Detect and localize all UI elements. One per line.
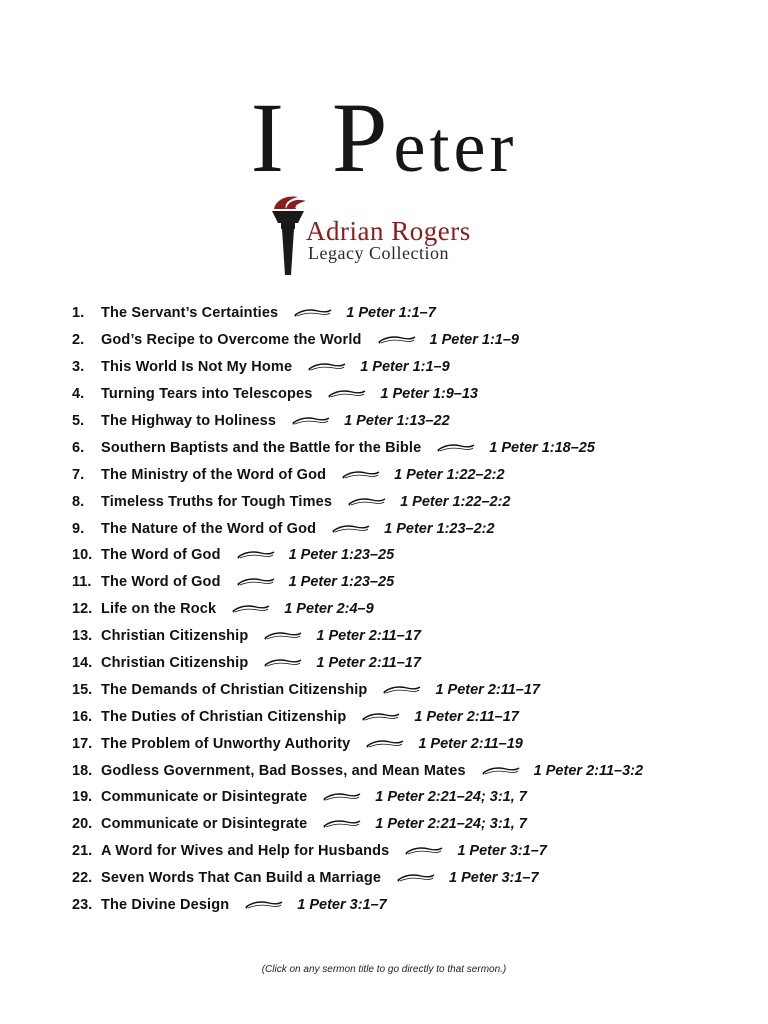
scripture-reference: 1 Peter 1:22–2:2 (400, 493, 511, 510)
flourish-icon (437, 443, 475, 453)
legacy-collection-logo (270, 195, 510, 277)
scripture-reference: 1 Peter 1:23–2:2 (384, 520, 495, 537)
sermon-number: 5. (72, 413, 85, 429)
scripture-reference: 1 Peter 1:18–25 (489, 439, 595, 456)
sermon-number: 8. (72, 493, 85, 510)
scripture-reference: 1 Peter 2:11–19 (418, 735, 523, 752)
sermon-title-link[interactable]: The Highway to Holiness (101, 413, 277, 429)
sermon-list-item (72, 730, 752, 757)
scripture-reference: 1 Peter 1:13–22 (344, 413, 450, 429)
sermon-title-link[interactable]: This World Is Not My Home (101, 359, 293, 376)
flourish-icon (405, 846, 443, 856)
sermon-list-item (72, 461, 752, 488)
sermon-list-item (72, 515, 752, 542)
flourish-icon (328, 389, 366, 399)
sermon-title-link[interactable]: Seven Words That Can Build a Marriage (101, 870, 382, 887)
scripture-reference: 1 Peter 1:1–7 (346, 305, 436, 322)
sermon-number: 16. (72, 708, 93, 725)
sermon-list-item (72, 703, 752, 730)
sermon-title-link[interactable]: Southern Baptists and the Battle for the Bible (101, 439, 422, 456)
scripture-reference: 1 Peter 1:9–13 (380, 386, 478, 403)
sermon-number: 4. (72, 386, 85, 403)
title-rest: eter (393, 107, 518, 187)
sermon-list-item (72, 596, 752, 623)
scripture-reference: 1 Peter 2:11–17 (316, 655, 421, 672)
sermon-title-link[interactable]: The Ministry of the Word of God (101, 466, 327, 483)
flourish-icon (383, 685, 421, 695)
sermon-title-link[interactable]: God’s Recipe to Overcome the World (101, 332, 362, 349)
sermon-number: 14. (72, 655, 93, 672)
scripture-reference: 1 Peter 2:11–17 (435, 681, 540, 698)
sermon-list-item (72, 434, 752, 461)
sermon-number: 6. (72, 439, 85, 456)
sermon-list-item (72, 650, 752, 677)
sermon-number: 23. (72, 897, 93, 914)
sermon-title-link[interactable]: Life on the Rock (101, 601, 217, 618)
scripture-reference: 1 Peter 1:1–9 (360, 359, 450, 376)
sermon-list-item (72, 542, 752, 569)
title-first-word: I (250, 82, 290, 193)
sermon-number: 11. (72, 574, 92, 591)
flourish-icon (397, 873, 435, 883)
sermon-list-item (72, 327, 752, 354)
sermon-number: 17. (72, 735, 93, 752)
sermon-list-item (72, 488, 752, 515)
scripture-reference: 1 Peter 1:23–25 (288, 574, 395, 591)
flourish-icon (237, 550, 275, 560)
scripture-reference: 1 Peter 1:1–9 (429, 332, 519, 349)
flourish-icon (332, 524, 370, 534)
sermon-list-item (72, 354, 752, 381)
sermon-list-item (72, 892, 752, 919)
sermon-title-link[interactable]: Christian Citizenship (101, 628, 249, 645)
flourish-icon (264, 631, 302, 641)
sermon-list (72, 300, 752, 918)
flourish-icon (323, 819, 361, 829)
sermon-number: 1. (72, 305, 85, 322)
sermon-title-link[interactable]: The Word of God (101, 574, 221, 591)
sermon-title-link[interactable]: The Word of God (101, 547, 221, 564)
scripture-reference: 1 Peter 2:21–24; 3:1, 7 (375, 816, 527, 833)
sermon-number: 12. (72, 601, 93, 618)
scripture-reference: 1 Peter 1:23–25 (288, 547, 395, 564)
sermon-title-link[interactable]: The Divine Design (101, 897, 230, 914)
flourish-icon (348, 497, 386, 507)
sermon-title-link[interactable]: The Demands of Christian Citizenship (101, 681, 368, 698)
sermon-number: 15. (72, 681, 93, 698)
scripture-reference: 1 Peter 2:11–17 (316, 628, 421, 645)
sermon-title-link[interactable]: The Nature of the Word of God (101, 520, 317, 537)
flourish-icon (264, 658, 302, 668)
scripture-reference: 1 Peter 2:4–9 (284, 601, 374, 618)
flourish-icon (482, 766, 520, 776)
flourish-icon (362, 712, 400, 722)
sermon-title-link[interactable]: Communicate or Disintegrate (101, 789, 308, 806)
footer-note: (Click on any sermon title to go directly to that sermon.) (261, 964, 507, 975)
sermon-list-item (72, 381, 752, 408)
sermon-number: 2. (72, 332, 85, 349)
flourish-icon (378, 335, 416, 345)
title-initial: P (331, 82, 394, 193)
sermon-list-item (72, 623, 752, 650)
logo-name-text: Adrian Rogers (306, 216, 471, 246)
sermon-number: 18. (72, 762, 93, 779)
sermon-number: 19. (72, 789, 93, 806)
sermon-number: 10. (72, 547, 93, 564)
sermon-list-item (72, 300, 752, 327)
page-title (0, 82, 768, 197)
scripture-reference: 1 Peter 2:11–17 (414, 708, 519, 725)
sermon-title-link[interactable]: A Word for Wives and Help for Husbands (101, 843, 390, 860)
flourish-icon (232, 604, 270, 614)
torch-icon (270, 195, 310, 277)
sermon-title-link[interactable]: Godless Government, Bad Bosses, and Mean Mates (101, 762, 466, 779)
flourish-icon (342, 470, 380, 480)
sermon-title-link[interactable]: Turning Tears into Telescopes (101, 386, 313, 403)
flourish-icon (308, 362, 346, 372)
sermon-list-item (72, 811, 752, 838)
sermon-list-item (72, 784, 752, 811)
flourish-icon (323, 792, 361, 802)
sermon-list-item (72, 408, 752, 435)
logo-collection-text: Legacy Collection (308, 243, 449, 263)
sermon-list-item (72, 569, 752, 596)
sermon-number: 22. (72, 870, 93, 887)
sermon-title-link[interactable]: The Problem of Unworthy Authority (101, 735, 351, 752)
flourish-icon (366, 739, 404, 749)
sermon-title-link[interactable]: The Servant’s Certainties (101, 305, 279, 322)
sermon-title-link[interactable]: Communicate or Disintegrate (101, 816, 308, 833)
flourish-icon (294, 308, 332, 318)
scripture-reference: 1 Peter 3:1–7 (297, 897, 387, 914)
scripture-reference: 1 Peter 3:1–7 (449, 870, 539, 887)
scripture-reference: 1 Peter 2:21–24; 3:1, 7 (375, 789, 527, 806)
sermon-title-link[interactable]: The Duties of Christian Citizenship (101, 708, 347, 725)
sermon-number: 7. (72, 466, 85, 483)
sermon-list-item (72, 865, 752, 892)
scripture-reference: 1 Peter 2:11–3:2 (533, 762, 644, 779)
sermon-number: 20. (72, 816, 93, 833)
sermon-list-item (72, 676, 752, 703)
sermon-title-link[interactable]: Christian Citizenship (101, 655, 249, 672)
sermon-title-link[interactable]: Timeless Truths for Tough Times (101, 493, 333, 510)
sermon-number: 21. (72, 843, 93, 860)
scripture-reference: 1 Peter 1:22–2:2 (394, 466, 505, 483)
scripture-reference: 1 Peter 3:1–7 (457, 843, 547, 860)
sermon-number: 9. (72, 520, 85, 537)
flourish-icon (237, 577, 275, 587)
sermon-list-item (72, 838, 752, 865)
sermon-number: 13. (72, 628, 93, 645)
flourish-icon (292, 416, 330, 426)
sermon-list-item (72, 757, 752, 784)
sermon-number: 3. (72, 359, 85, 376)
flourish-icon (245, 900, 283, 910)
